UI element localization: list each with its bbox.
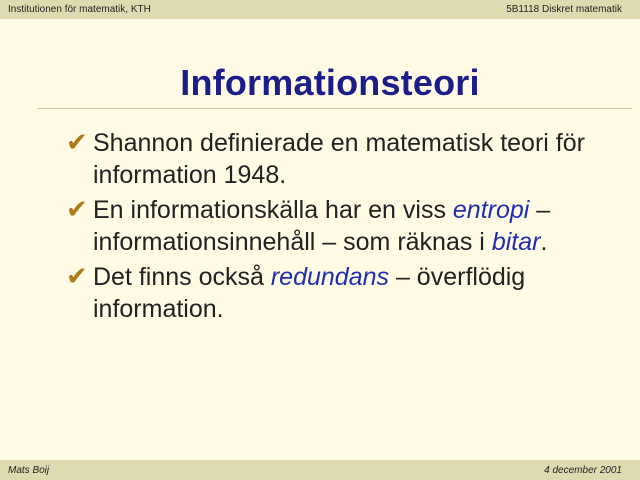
- bullet-item: [66, 261, 626, 325]
- footer-date: 4 december 2001: [544, 465, 622, 476]
- check-icon: ✔: [66, 128, 88, 158]
- bullet-text: [93, 194, 626, 258]
- bullet-text-run: .: [540, 228, 548, 256]
- bullet-item: [66, 127, 626, 191]
- emphasized-term: bitar: [491, 228, 541, 256]
- bullet-text-run: En informationskälla har en viss: [93, 196, 453, 224]
- header-institution: Institutionen för matematik, KTH: [8, 4, 151, 15]
- emphasized-term: redundans: [270, 263, 390, 291]
- bullet-text-run: – informationsinnehåll – som räknas i: [93, 196, 551, 256]
- bullet-text: [93, 127, 626, 191]
- title-divider: [38, 108, 632, 109]
- bullet-text-run: Det finns också: [93, 263, 271, 291]
- footer-author: Mats Boij: [8, 465, 50, 476]
- slide-title: Informationsteori: [180, 62, 480, 103]
- bullet-list: [66, 127, 626, 328]
- bullet-text-run: Shannon definierade en matematisk teori för information 1948.: [93, 129, 585, 189]
- header-course: 5B1118 Diskret matematik: [506, 4, 622, 15]
- bullet-text-run: – överflödig information.: [93, 263, 526, 323]
- check-icon: ✔: [66, 195, 88, 225]
- header-bar: [0, 0, 640, 19]
- bullet-item: [66, 194, 626, 258]
- check-icon: ✔: [66, 262, 88, 292]
- footer-bar: [0, 460, 640, 480]
- emphasized-term: entropi: [452, 196, 530, 224]
- bullet-text: [93, 261, 626, 325]
